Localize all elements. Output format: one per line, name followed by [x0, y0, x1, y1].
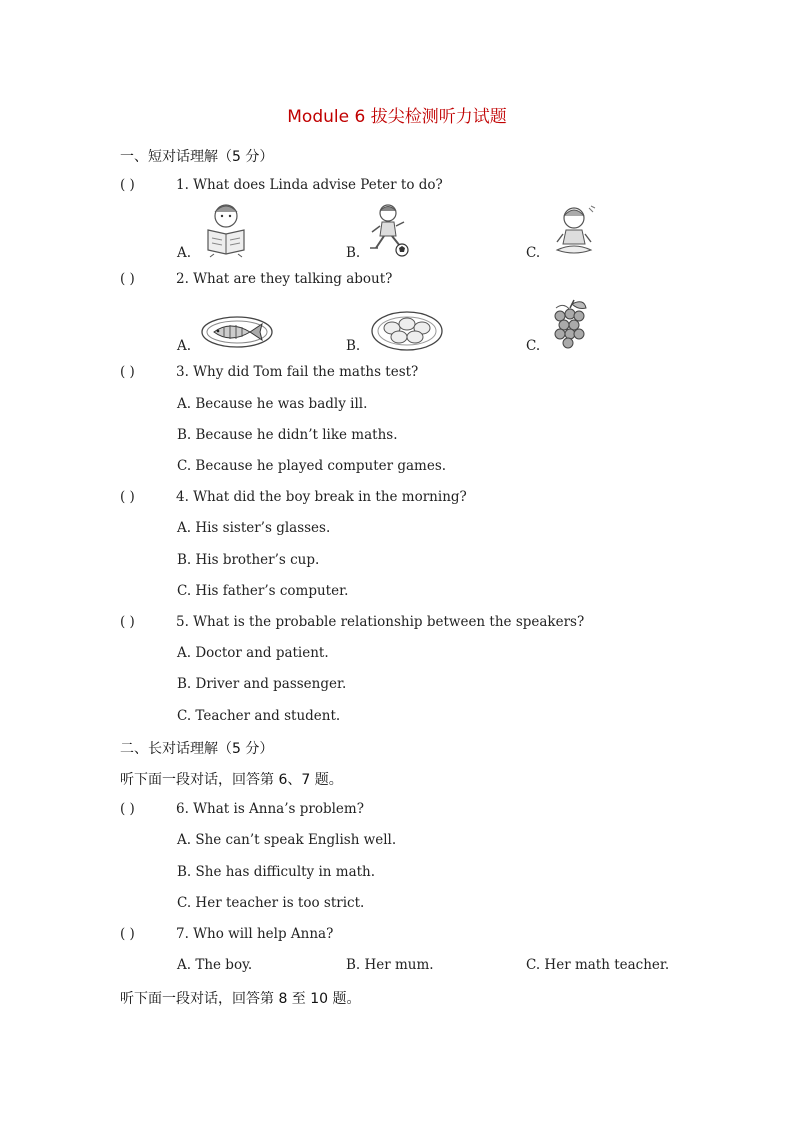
question-7-text: 7. Who will help Anna?	[176, 926, 334, 942]
q2-option-a-label: A.	[177, 338, 192, 354]
question-1-text: 1. What does Linda advise Peter to do?	[176, 177, 443, 193]
q6-option-c: C. Her teacher is too strict.	[177, 895, 365, 911]
q7-option-c: C. Her math teacher.	[526, 957, 670, 973]
section1-heading: 一、短对话理解（5 分）	[120, 149, 274, 165]
section2-intro-2: 听下面一段对话，回答第 8 至 10 题。	[120, 991, 361, 1007]
question-5	[120, 614, 584, 630]
q3-option-c: C. Because he played computer games.	[177, 458, 447, 474]
question-3-text: 3. Why did Tom fail the maths test?	[176, 364, 419, 380]
q5-option-a: A. Doctor and patient.	[177, 645, 329, 661]
question-6-text: 6. What is Anna’s problem?	[176, 801, 364, 817]
q4-option-a: A. His sister’s glasses.	[177, 520, 331, 536]
question-2	[120, 271, 392, 287]
question-3	[120, 364, 418, 380]
q1-option-a-label: A.	[177, 245, 192, 261]
dumplings-plate-icon	[370, 306, 444, 352]
q4-option-c: C. His father’s computer.	[177, 583, 349, 599]
answer-blank-1[interactable]: ( )	[120, 177, 135, 193]
boy-meditating-icon	[553, 204, 599, 258]
question-6	[120, 801, 364, 817]
question-1	[120, 177, 443, 193]
q2-option-b-label: B.	[346, 338, 361, 354]
answer-blank-7[interactable]: ( )	[120, 926, 135, 942]
answer-blank-4[interactable]: ( )	[120, 489, 135, 505]
q5-option-b: B. Driver and passenger.	[177, 676, 347, 692]
q6-option-b: B. She has difficulty in math.	[177, 864, 376, 880]
question-4	[120, 489, 467, 505]
boy-football-icon	[368, 202, 414, 258]
q3-option-a: A. Because he was badly ill.	[177, 396, 368, 412]
question-7	[120, 926, 333, 942]
page-title: Module 6 拔尖检测听力试题	[287, 107, 507, 127]
section2-heading: 二、长对话理解（5 分）	[120, 741, 274, 757]
answer-blank-3[interactable]: ( )	[120, 364, 135, 380]
fish-plate-icon	[200, 312, 276, 350]
question-4-text: 4. What did the boy break in the morning?	[176, 489, 467, 505]
boy-reading-icon	[200, 200, 250, 258]
q1-option-b-label: B.	[346, 245, 361, 261]
q1-option-c-label: C.	[526, 245, 541, 261]
question-5-text: 5. What is the probable relationship between the speakers?	[176, 614, 585, 630]
grapes-icon	[548, 298, 590, 352]
section2-intro-1: 听下面一段对话，回答第 6、7 题。	[120, 772, 343, 788]
q3-option-b: B. Because he didn’t like maths.	[177, 427, 398, 443]
q2-option-c-label: C.	[526, 338, 541, 354]
question-2-text: 2. What are they talking about?	[176, 271, 393, 287]
q7-option-a: A. The boy.	[177, 957, 253, 973]
answer-blank-6[interactable]: ( )	[120, 801, 135, 817]
q4-option-b: B. His brother’s cup.	[177, 552, 320, 568]
answer-blank-5[interactable]: ( )	[120, 614, 135, 630]
q7-option-b: B. Her mum.	[346, 957, 434, 973]
q5-option-c: C. Teacher and student.	[177, 708, 341, 724]
q6-option-a: A. She can’t speak English well.	[177, 832, 397, 848]
answer-blank-2[interactable]: ( )	[120, 271, 135, 287]
